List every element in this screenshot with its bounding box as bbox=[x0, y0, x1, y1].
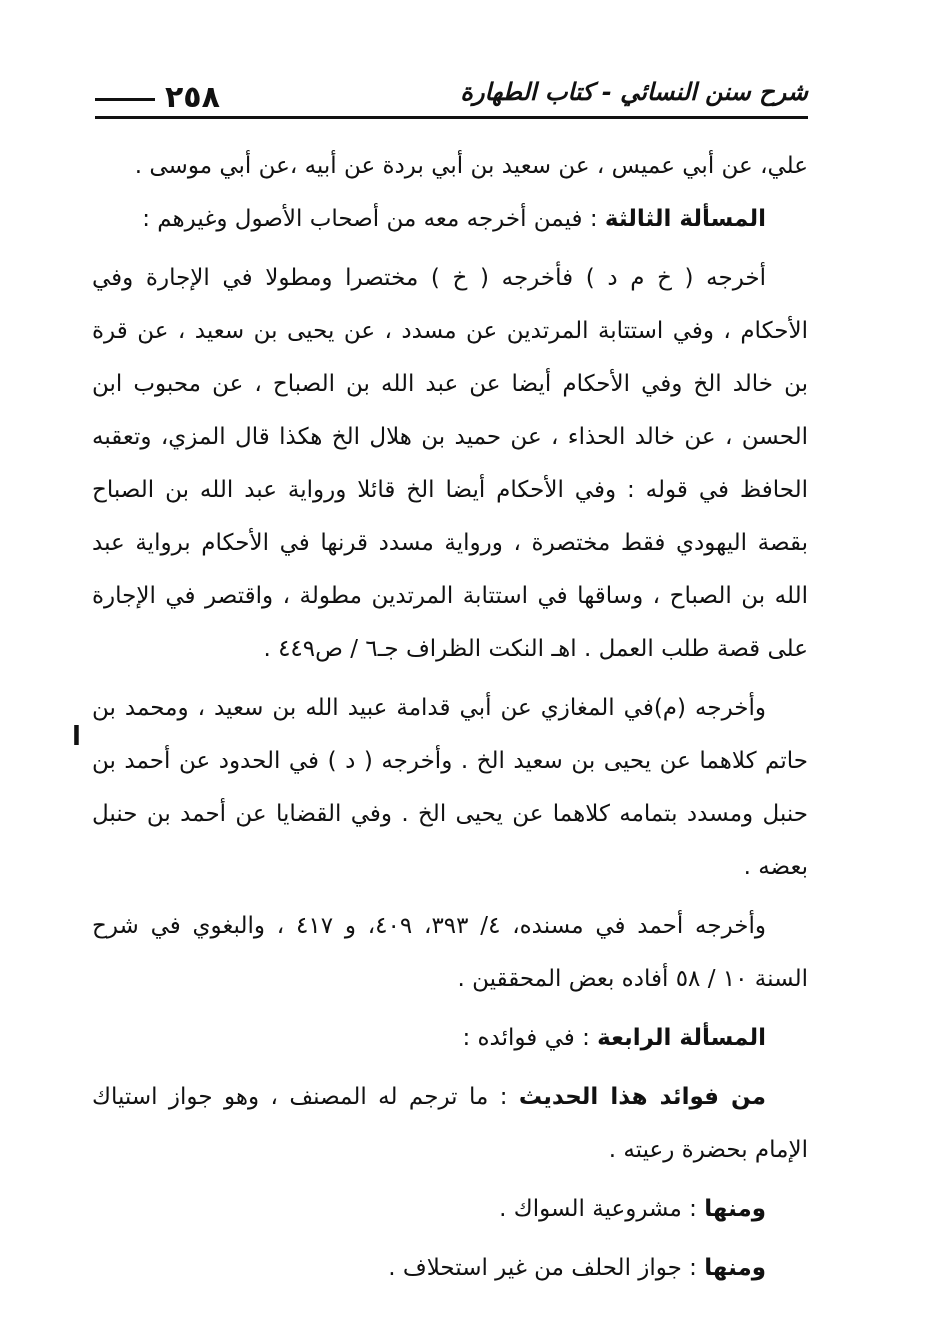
section-heading-3-text: : فيمن أخرجه معه من أصحاب الأصول وغيرهم : bbox=[142, 206, 605, 232]
paragraph-2 bbox=[92, 193, 808, 246]
page-header bbox=[95, 72, 808, 128]
paragraph-3: أخرجه ( خ م د ) فأخرجه ( خ ) مختصرا ومطولا في الإجارة وفي الأحكام ، وفي استتابة المرتدين عن مسدد ، عن يحيى بن سعيد ، عن قرة بن خالد الخ وفي الأحكام أيضا عن عبد الله بن الصباح ، عن محبوب ابن الحسن ، عن خالد الحذاء ، عن حميد بن هلال الخ هكذا قال المزي، وتعقبه الحافظ في قوله : وفي الأحكام أيضا الخ قائلا ورواية عبد الله بن الصباح بقصة اليهودي فقط مختصرة ، ورواية مسدد قرنها في الأحكام برواية عبد الله بن الصباح ، وساقها في استتابة المرتدين مطولة ، واقتصر في الإجارة على قصة طلب العمل . اهـ النكت الظراف جـ٦ / ص٤٤٩ . bbox=[92, 265, 808, 662]
section-heading-3: المسألة الثالثة bbox=[604, 206, 766, 232]
paragraph-6 bbox=[92, 1012, 808, 1065]
benefits-text: : ما ترجم له المصنف ، وهو جواز استياك الإمام بحضرة رعيته . bbox=[92, 1084, 808, 1163]
benefit-label-2: ومنها bbox=[704, 1255, 766, 1281]
paragraph-4: وأخرجه (م)في المغازي عن أبي قدامة عبيد الله بن سعيد ، ومحمد بن حاتم كلاهما عن يحيى بن سعيد الخ . وأخرجه ( د ) في الحدود عن أحمد بن حنبل ومسدد بتمامه كلاهما عن يحيى الخ . وفي القضايا عن أحمد بن حنبل بعضه . bbox=[92, 695, 808, 880]
page-number: ٢٥٨ bbox=[165, 80, 220, 115]
book-title: شرح سنن النسائي - كتاب الطهارة bbox=[460, 78, 808, 106]
paragraph-1: علي، عن أبي عميس ، عن سعيد بن أبي بردة عن أبيه ،عن أبي موسى . bbox=[134, 153, 808, 179]
header-rule bbox=[95, 116, 808, 119]
paragraph-8 bbox=[92, 1183, 808, 1236]
section-heading-4: المسألة الرابعة bbox=[597, 1025, 766, 1051]
benefit-label-1: ومنها bbox=[704, 1196, 766, 1222]
margin-mark: ا bbox=[72, 722, 81, 752]
section-heading-4-text: : في فوائده : bbox=[462, 1025, 598, 1051]
benefit-text-2: : جواز الحلف من غير استحلاف . bbox=[388, 1255, 705, 1281]
paragraph-7 bbox=[92, 1071, 808, 1177]
page-body bbox=[92, 140, 808, 1295]
benefit-text-1: : مشروعية السواك . bbox=[499, 1196, 705, 1222]
header-dash bbox=[95, 98, 155, 101]
paragraph-5: وأخرجه أحمد في مسنده، ٤/ ٣٩٣، ٤٠٩، و ٤١٧ ، والبغوي في شرح السنة ١٠ / ٥٨ أفاده بعض المحققين . bbox=[92, 913, 808, 992]
paragraph-9 bbox=[92, 1242, 808, 1295]
benefits-heading: من فوائد هذا الحديث bbox=[518, 1084, 766, 1110]
